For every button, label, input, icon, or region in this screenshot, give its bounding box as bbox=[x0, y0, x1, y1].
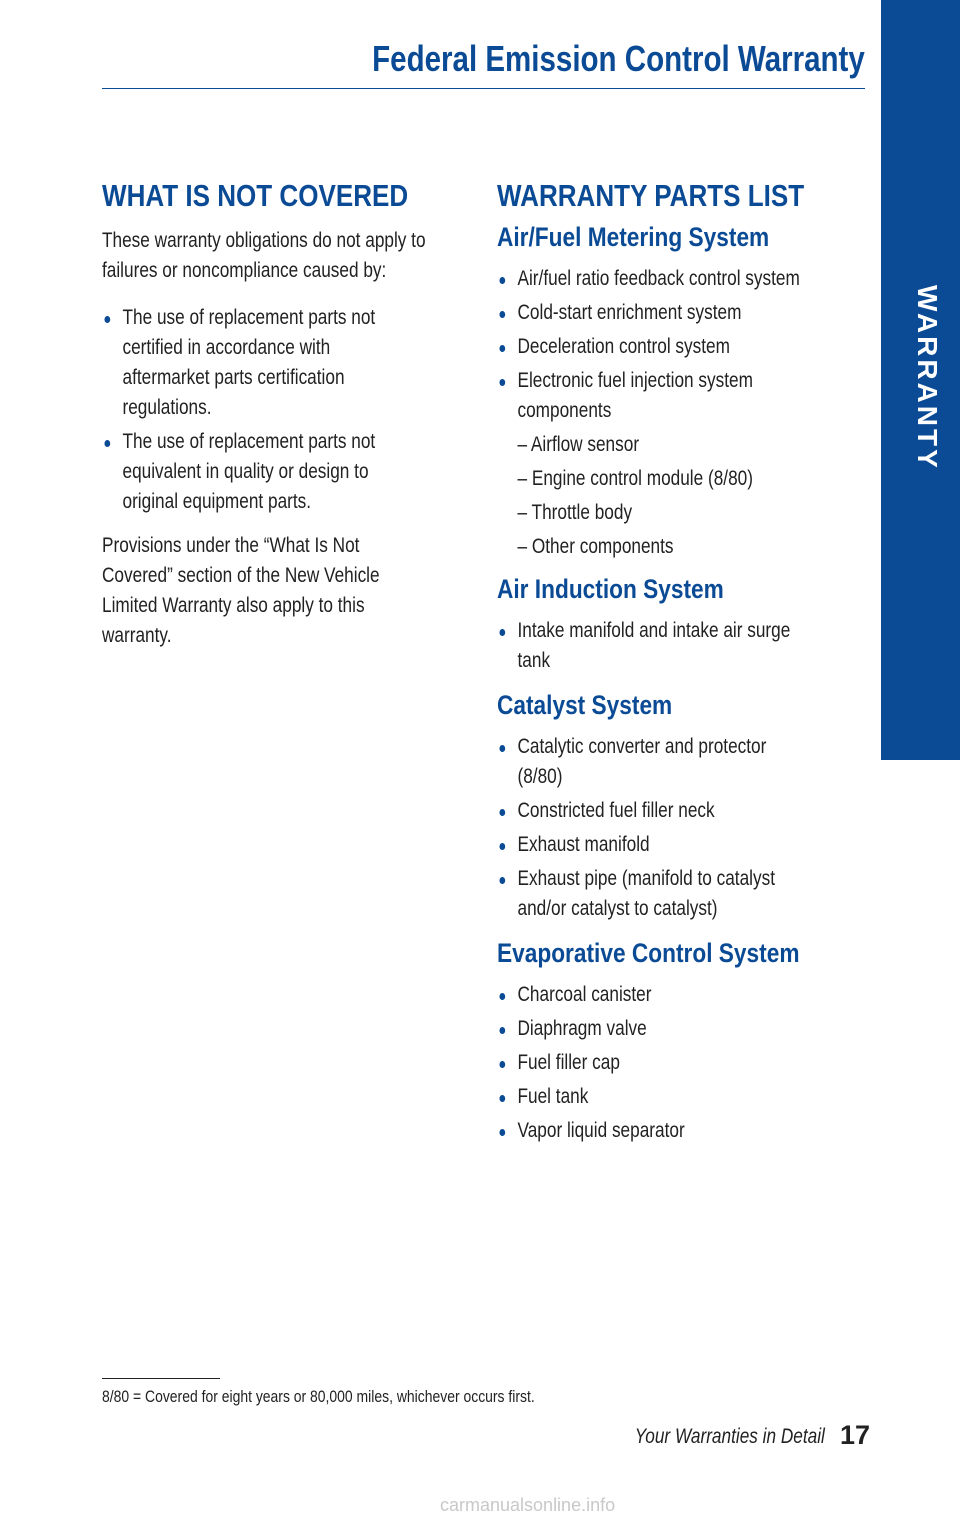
catalyst-heading: Catalyst System bbox=[497, 690, 673, 720]
bullet-icon bbox=[499, 843, 505, 850]
bullet-icon bbox=[499, 1095, 505, 1102]
provision-line: Provisions under the “What Is Not bbox=[102, 534, 360, 557]
air-induction-list bbox=[497, 616, 800, 676]
item-line: regulations. bbox=[122, 396, 212, 419]
footnote: 8/80 = Covered for eight years or 80,000 miles, whichever occurs first. bbox=[102, 1387, 535, 1406]
item-line: certified in accordance with bbox=[122, 336, 331, 359]
evaporative-list bbox=[497, 980, 800, 1146]
right-column bbox=[497, 178, 867, 1146]
watermark: carmanualsonline.info bbox=[440, 1495, 616, 1515]
list-item bbox=[497, 616, 800, 676]
item-line: Air/fuel ratio feedback control system bbox=[517, 267, 800, 290]
list-item bbox=[497, 366, 800, 426]
catalyst-list bbox=[497, 732, 800, 924]
list-item bbox=[497, 864, 800, 924]
bullet-icon bbox=[499, 345, 505, 352]
item-line: equivalent in quality or design to bbox=[122, 460, 369, 483]
evaporative-heading: Evaporative Control System bbox=[497, 938, 800, 968]
item-line: Charcoal canister bbox=[517, 983, 652, 1006]
item-line: Cold-start enrichment system bbox=[517, 301, 742, 324]
sub-list-item: – Other components bbox=[517, 535, 674, 558]
item-line: and/or catalyst to catalyst) bbox=[517, 897, 718, 920]
bullet-icon bbox=[499, 277, 505, 284]
item-line: The use of replacement parts not bbox=[122, 430, 376, 453]
item-line: Fuel filler cap bbox=[517, 1051, 620, 1074]
air-fuel-heading: Air/Fuel Metering System bbox=[497, 222, 770, 252]
item-line: components bbox=[517, 399, 612, 422]
intro-line: These warranty obligations do not apply to bbox=[102, 229, 426, 252]
item-line: Fuel tank bbox=[517, 1085, 589, 1108]
provision-line: Limited Warranty also apply to this bbox=[102, 594, 365, 617]
item-line: aftermarket parts certification bbox=[122, 366, 345, 389]
bullet-icon bbox=[499, 745, 505, 752]
item-line: Constricted fuel filler neck bbox=[517, 799, 715, 822]
bullet-icon bbox=[104, 316, 110, 323]
sub-list-item: – Throttle body bbox=[517, 501, 633, 524]
list-item bbox=[497, 980, 800, 1010]
item-line: Exhaust manifold bbox=[517, 833, 650, 856]
side-tab-label: WARRANTY bbox=[912, 285, 943, 471]
item-line: The use of replacement parts not bbox=[122, 306, 376, 329]
list-item bbox=[497, 732, 800, 792]
item-line: Diaphragm valve bbox=[517, 1017, 647, 1040]
provisions-paragraph bbox=[102, 531, 414, 651]
sub-list-item: – Engine control module (8/80) bbox=[517, 467, 753, 490]
item-line: tank bbox=[517, 649, 551, 672]
page-title: Federal Emission Control Warranty bbox=[372, 38, 865, 79]
title-rule bbox=[102, 88, 865, 89]
item-line: Intake manifold and intake air surge bbox=[517, 619, 791, 642]
bullet-icon bbox=[499, 1061, 505, 1068]
not-covered-intro bbox=[102, 226, 426, 286]
intro-line: failures or noncompliance caused by: bbox=[102, 259, 387, 282]
item-line: Deceleration control system bbox=[517, 335, 730, 358]
parts-list-heading: WARRANTY PARTS LIST bbox=[497, 178, 805, 213]
bullet-icon bbox=[499, 809, 505, 816]
list-item bbox=[497, 298, 800, 328]
sub-list-item: – Airflow sensor bbox=[517, 433, 640, 456]
list-item bbox=[497, 796, 800, 826]
bullet-icon bbox=[499, 311, 505, 318]
provision-line: Covered” section of the New Vehicle bbox=[102, 564, 380, 587]
list-item bbox=[497, 1082, 800, 1112]
bullet-icon bbox=[499, 877, 505, 884]
bullet-icon bbox=[499, 1129, 505, 1136]
list-item bbox=[102, 303, 414, 423]
page-number: 17 bbox=[840, 1420, 871, 1450]
section-label: Your Warranties in Detail bbox=[634, 1425, 825, 1448]
item-line: Catalytic converter and protector bbox=[517, 735, 767, 758]
item-line: Electronic fuel injection system bbox=[517, 369, 753, 392]
list-item bbox=[497, 332, 800, 362]
item-line: (8/80) bbox=[517, 765, 563, 788]
footnote-rule bbox=[102, 1378, 220, 1379]
provision-line: warranty. bbox=[102, 624, 172, 647]
list-item bbox=[102, 427, 414, 517]
item-line: original equipment parts. bbox=[122, 490, 312, 513]
not-covered-list bbox=[102, 303, 414, 517]
air-induction-heading: Air Induction System bbox=[497, 574, 724, 604]
item-line: Exhaust pipe (manifold to catalyst bbox=[517, 867, 775, 890]
list-item bbox=[497, 1014, 800, 1044]
bullet-icon bbox=[499, 379, 505, 386]
list-item bbox=[497, 264, 800, 294]
bullet-icon bbox=[499, 993, 505, 1000]
list-item bbox=[497, 1116, 800, 1146]
item-line: Vapor liquid separator bbox=[517, 1119, 685, 1142]
air-fuel-list bbox=[497, 264, 800, 562]
not-covered-heading: WHAT IS NOT COVERED bbox=[102, 178, 409, 213]
list-item bbox=[497, 1048, 800, 1078]
bullet-icon bbox=[104, 440, 110, 447]
left-column bbox=[102, 178, 482, 651]
list-item bbox=[497, 830, 800, 860]
bullet-icon bbox=[499, 629, 505, 636]
bullet-icon bbox=[499, 1027, 505, 1034]
